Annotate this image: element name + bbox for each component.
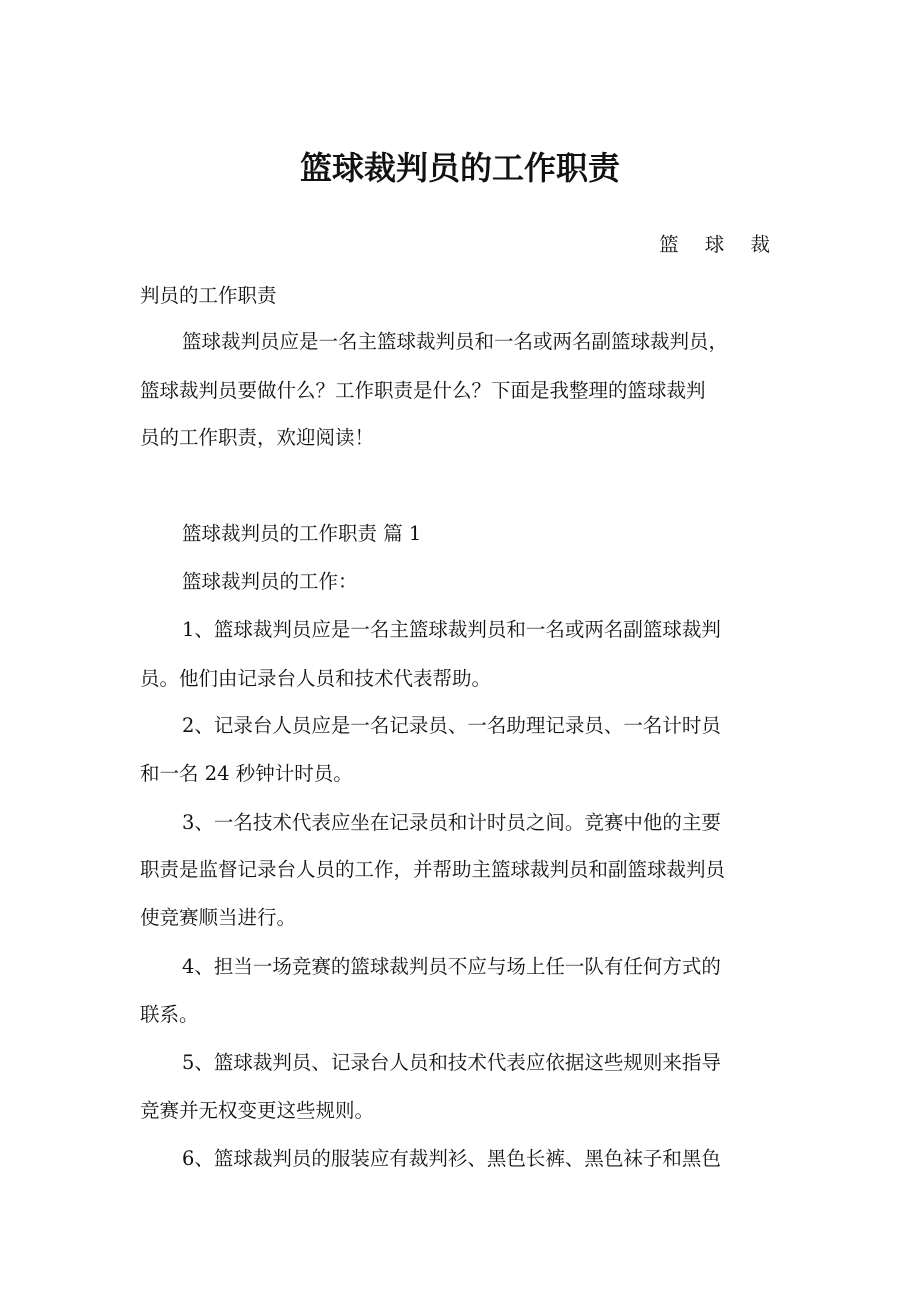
item-1-line-1: 1、篮球裁判员应是一名主篮球裁判员和一名或两名副篮球裁判 [182,618,721,641]
subtitle-line-1: 篮 球 裁 [659,233,780,256]
item-5-line-2: 竞赛并无权变更这些规则。 [140,1099,375,1122]
item-3-line-1: 3、一名技术代表应坐在记录员和计时员之间。竞赛中他的主要 [182,811,721,834]
item-6-line-1: 6、篮球裁判员的服装应有裁判衫、黑色长裤、黑色袜子和黑色 [182,1147,721,1170]
intro-line-2: 篮球裁判员要做什么？工作职责是什么？下面是我整理的篮球裁判 [140,379,706,402]
section-heading: 篮球裁判员的工作职责 篇 1 [182,522,422,545]
item-2-line-1: 2、记录台人员应是一名记录员、一名助理记录员、一名计时员 [182,714,721,737]
item-2-line-2: 和一名 24 秒钟计时员。 [140,762,353,785]
subtitle-line-2: 判员的工作职责 [140,284,277,307]
item-3-line-3: 使竞赛顺当进行。 [140,906,297,929]
intro-line-3: 员的工作职责，欢迎阅读！ [140,426,375,449]
document-title: 篮球裁判员的工作职责 [299,149,620,187]
intro-line-1: 篮球裁判员应是一名主篮球裁判员和一名或两名副篮球裁判员， [182,330,729,353]
item-3-line-2: 职责是监督记录台人员的工作，并帮助主篮球裁判员和副篮球裁判员 [140,858,726,881]
item-4-line-2: 联系。 [140,1003,199,1026]
item-1-line-2: 员。他们由记录台人员和技术代表帮助。 [140,667,492,690]
sub-heading: 篮球裁判员的工作： [182,570,358,593]
item-4-line-1: 4、担当一场竞赛的篮球裁判员不应与场上任一队有任何方式的 [182,955,721,978]
item-5-line-1: 5、篮球裁判员、记录台人员和技术代表应依据这些规则来指导 [182,1051,721,1074]
